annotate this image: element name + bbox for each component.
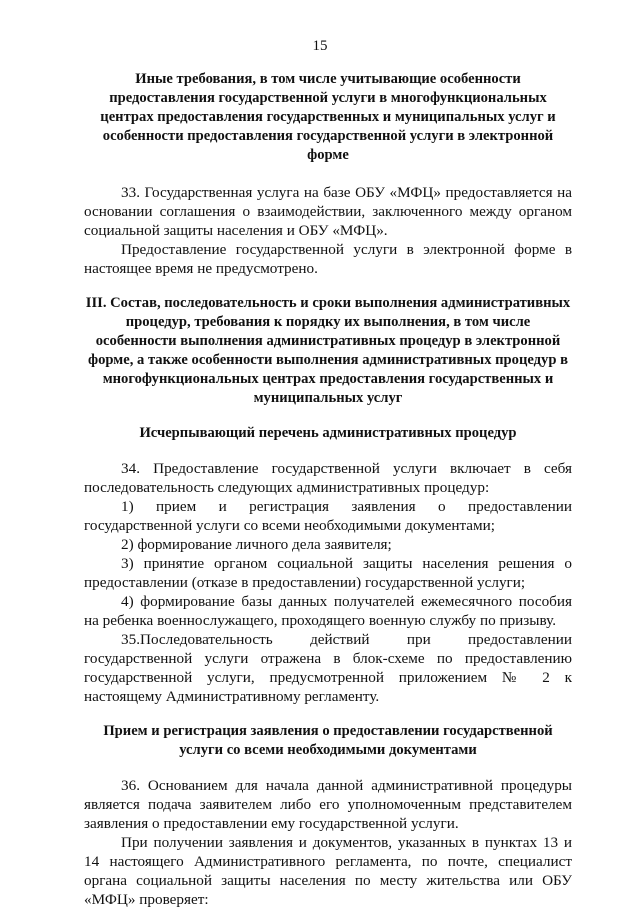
- spacer: [84, 408, 572, 424]
- spacer: [84, 165, 572, 183]
- list-item-1: 1) прием и регистрация заявления о предоставлении государственной услуги со всеми необходимыми документами;: [84, 498, 572, 534]
- paragraph-35: 35.Последовательность действий при предоставлении государственной услуги отражена в блок-схеме по предоставлению государственной услуги, предусмотренной приложением № 2 к настоящему Административному регламенту.: [84, 631, 572, 705]
- heading-reception-registration: Прием и регистрация заявления о предоставлении государственной услуги со всеми необходимыми документами: [103, 723, 553, 758]
- spacer: [84, 760, 572, 776]
- heading-other-requirements: Иные требования, в том числе учитывающие особенности предоставления государственной услуги в многофункциональных центрах предоставления государственных и муниципальных услуг и особенности предоставления государственной услуги в электронной форме: [100, 71, 556, 163]
- paragraph-36-mail: При получении заявления и документов, указанных в пунктах 13 и 14 настоящего Административного регламента, по почте, специалист органа социальной защиты населения по месту жительства или ОБУ «МФЦ» проверяет:: [84, 834, 572, 908]
- spacer: [84, 278, 572, 294]
- paragraph-34: 34. Предоставление государственной услуги включает в себя последовательность следующих административных процедур:: [84, 460, 572, 496]
- list-item-2: 2) формирование личного дела заявителя;: [121, 536, 392, 553]
- spacer: [84, 443, 572, 459]
- list-item-4: 4) формирование базы данных получателей ежемесячного пособия на ребенка военнослужащего, проходящего военную службу по призыву.: [84, 593, 572, 629]
- page-number: 15: [312, 38, 328, 54]
- paragraph-33: 33. Государственная услуга на базе ОБУ «МФЦ» предоставляется на основании соглашения о взаимодействии, заключенного между органом социальной защиты населения и ОБУ «МФЦ».: [84, 184, 572, 239]
- list-item-3: 3) принятие органом социальной защиты населения решения о предоставлении (отказе в предоставлении) государственной услуги;: [84, 555, 572, 591]
- paragraph-36: 36. Основанием для начала данной административной процедуры является подача заявителем либо его уполномоченным представителем заявления о предоставлении ему государственной услуги.: [84, 777, 572, 832]
- spacer: [84, 706, 572, 722]
- heading-procedures-list: Исчерпывающий перечень административных процедур: [139, 425, 517, 441]
- section-3-heading: III. Состав, последовательность и сроки выполнения административных процедур, требования к порядку их выполнения, в том числе особенности выполнения административных процедур в электронной форме, а также особенности выполнения административных процедур в многофункциональных центрах предоставления государственных и муниципальных услуг: [85, 295, 571, 406]
- document-body: [84, 70, 572, 909]
- paragraph-33-electronic: Предоставление государственной услуги в электронной форме в настоящее время не предусмотрено.: [84, 241, 572, 277]
